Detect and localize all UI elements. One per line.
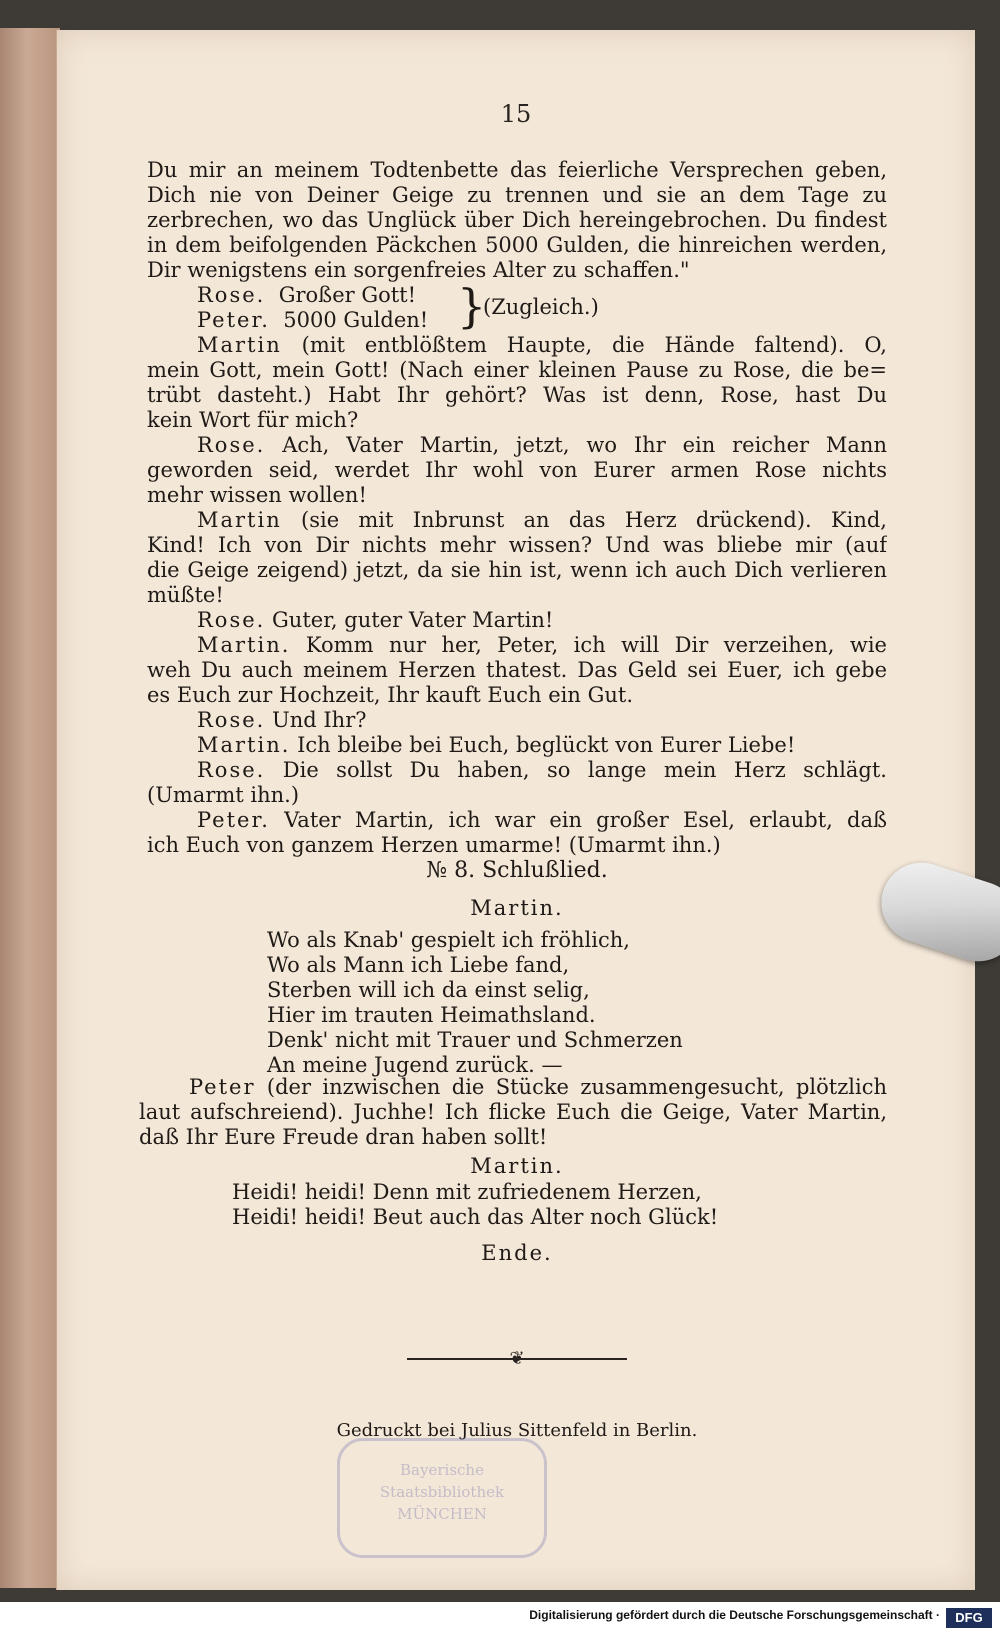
speaker-peter: Peter.: [197, 308, 270, 332]
song-speaker-martin: Martin.: [470, 896, 564, 920]
dialogue-line: [147, 483, 887, 508]
speaker-name: Martin.: [197, 633, 291, 657]
book-page: [56, 30, 975, 1590]
dialogue-text: Ach, Vater Martin, jetzt, wo Ihr ein reicher Mann: [282, 433, 887, 457]
dialogue-text: kein Wort für mich?: [147, 408, 359, 432]
page-number: 15: [500, 100, 532, 128]
dialogue-text: (Umarmt ihn.): [147, 783, 300, 807]
dialogue-text: Komm nur her, Peter, ich will Dir verzeihen, wie: [305, 633, 887, 657]
dialogue-text: müßte!: [147, 583, 224, 607]
verse-line: Heidi! heidi! Beut auch das Alter noch Glück!: [232, 1205, 719, 1229]
book-edge: [0, 28, 60, 1588]
dialogue-text: Guter, guter Vater Martin!: [272, 608, 554, 632]
body-line: Dir wenigstens ein sorgenfreies Alter zu schaffen.": [147, 258, 690, 282]
dialogue-text: die Geige zeigend) jetzt, da sie hin ist, wenn ich auch Dich verlieren: [147, 558, 887, 582]
brace: }: [457, 279, 487, 333]
simultaneous-block: [147, 279, 887, 333]
speaker-name: Rose.: [197, 708, 266, 732]
dialogue-line: [139, 1075, 887, 1100]
peter-paragraph: [139, 1075, 887, 1150]
verse-line: Sterben will ich da einst selig,: [267, 978, 590, 1002]
dialogue-line: [147, 833, 887, 858]
dialogue-line: [147, 458, 887, 483]
dialogue-text: (der inzwischen die Stücke zusammengesucht, plötzlich: [266, 1075, 887, 1099]
song-heading: № 8. Schlußlied.: [426, 858, 608, 883]
speaker-rose: Rose.: [197, 283, 266, 307]
verse-line: An meine Jugend zurück. —: [267, 1053, 563, 1077]
dialogue-line: [147, 808, 887, 833]
dialogue-line: [147, 683, 887, 708]
dialogue-text: trübt dasteht.) Habt Ihr gehört? Was ist denn, Rose, hast Du: [147, 383, 887, 407]
body-line: Du mir an meinem Todtenbette das feierliche Versprechen geben,: [147, 158, 887, 182]
dialogue-text: Vater Martin, ich war ein großer Esel, erlaubt, daß: [284, 808, 887, 832]
verse-line: Heidi! heidi! Denn mit zufriedenem Herzen,: [232, 1180, 702, 1204]
dialogue-line: [147, 658, 887, 683]
dialogue-text: mehr wissen wollen!: [147, 483, 367, 507]
dialogue-text: laut aufschreiend). Juchhe! Ich flicke Euch die Geige, Vater Martin,: [139, 1100, 887, 1124]
speaker-name: Martin.: [197, 733, 291, 757]
song-speaker-martin-2: Martin.: [470, 1154, 564, 1178]
verse-line: Wo als Mann ich Liebe fand,: [267, 953, 570, 977]
dialogue-line: [147, 583, 887, 608]
dialogue-text: (mit entblößtem Haupte, die Hände faltend). O,: [301, 333, 887, 357]
body-line: zerbrechen, wo das Unglück über Dich hereingebrochen. Du findest: [147, 208, 887, 232]
body-line: in dem beifolgenden Päckchen 5000 Gulden, die hinreichen werden,: [147, 233, 887, 257]
dialogue-text: mein Gott, mein Gott! (Nach einer kleinen Pause zu Rose, die be=: [147, 358, 887, 382]
dialogue-line: [147, 608, 887, 633]
stage-direction-together: (Zugleich.): [483, 295, 599, 319]
intro-paragraph: [147, 158, 887, 283]
verse-line: Hier im trauten Heimathsland.: [267, 1003, 596, 1027]
speaker-name: Rose.: [197, 758, 266, 782]
dialogue-text: daß Ihr Eure Freude dran haben sollt!: [139, 1125, 548, 1149]
dfg-logo: DFG: [946, 1608, 992, 1628]
speaker-name: Martin: [197, 508, 282, 532]
printer-imprint: Gedruckt bei Julius Sittenfeld in Berlin.: [336, 1420, 698, 1441]
dialogue-text: weh Du auch meinem Herzen thatest. Das Geld sei Euer, ich gebe: [147, 658, 887, 682]
verse-2: [232, 1180, 832, 1230]
dialogue-line: [139, 1100, 887, 1125]
library-stamp: Bayerische Staatsbibliothek MÜNCHEN: [337, 1438, 547, 1558]
dialogue-line: [147, 408, 887, 433]
dialogue-line: [147, 733, 887, 758]
dialogue-text: es Euch zur Hochzeit, Ihr kauft Euch ein Gut.: [147, 683, 634, 707]
speaker-name: Peter: [189, 1075, 256, 1099]
body-line: Dich nie von Deiner Geige zu trennen und sie an dem Tage zu: [147, 183, 887, 207]
footer-bar: [0, 1602, 1000, 1634]
dialogue-text: Die sollst Du haben, so lange mein Herz schlägt.: [282, 758, 887, 782]
end-word: Ende.: [481, 1241, 553, 1265]
verse-1: [267, 928, 827, 1078]
dialogue-line: [147, 633, 887, 658]
dialogue-text: Kind! Ich von Dir nichts mehr wissen? Und was bliebe mir (auf: [147, 533, 887, 557]
rose-exclamation: Großer Gott!: [278, 283, 417, 307]
dialogue-text: (sie mit Inbrunst an das Herz drückend). Kind,: [301, 508, 887, 532]
speaker-name: Rose.: [197, 433, 266, 457]
dialogue-line: [147, 708, 887, 733]
dialogue-text: Und Ihr?: [272, 708, 367, 732]
dialogue-text: Ich bleibe bei Euch, beglückt von Eurer Liebe!: [297, 733, 796, 757]
dialogue-line: [147, 383, 887, 408]
verse-line: Denk' nicht mit Trauer und Schmerzen: [267, 1028, 683, 1052]
peter-exclamation: 5000 Gulden!: [283, 308, 429, 332]
dialogue-line: [147, 758, 887, 783]
dialogue-line: [139, 1125, 887, 1150]
dialogue-line: [147, 333, 887, 358]
dialogue-block: [147, 333, 887, 858]
speaker-name: Peter.: [197, 808, 270, 832]
speaker-name: Martin: [197, 333, 282, 357]
dialogue-text: ich Euch von ganzem Herzen umarme! (Umarmt ihn.): [147, 833, 721, 857]
verse-line: Wo als Knab' gespielt ich fröhlich,: [267, 928, 630, 952]
dialogue-line: [147, 533, 887, 558]
rule-ornament: ❦: [509, 1348, 525, 1369]
speaker-name: Rose.: [197, 608, 266, 632]
dialogue-line: [147, 433, 887, 458]
dialogue-text: geworden seid, werdet Ihr wohl von Eurer armen Rose nichts: [147, 458, 887, 482]
dialogue-line: [147, 558, 887, 583]
dialogue-line: [147, 508, 887, 533]
footer-credit: Digitalisierung gefördert durch die Deutsche Forschungsgemeinschaft ·: [529, 1608, 940, 1622]
dialogue-line: [147, 783, 887, 808]
dialogue-line: [147, 358, 887, 383]
